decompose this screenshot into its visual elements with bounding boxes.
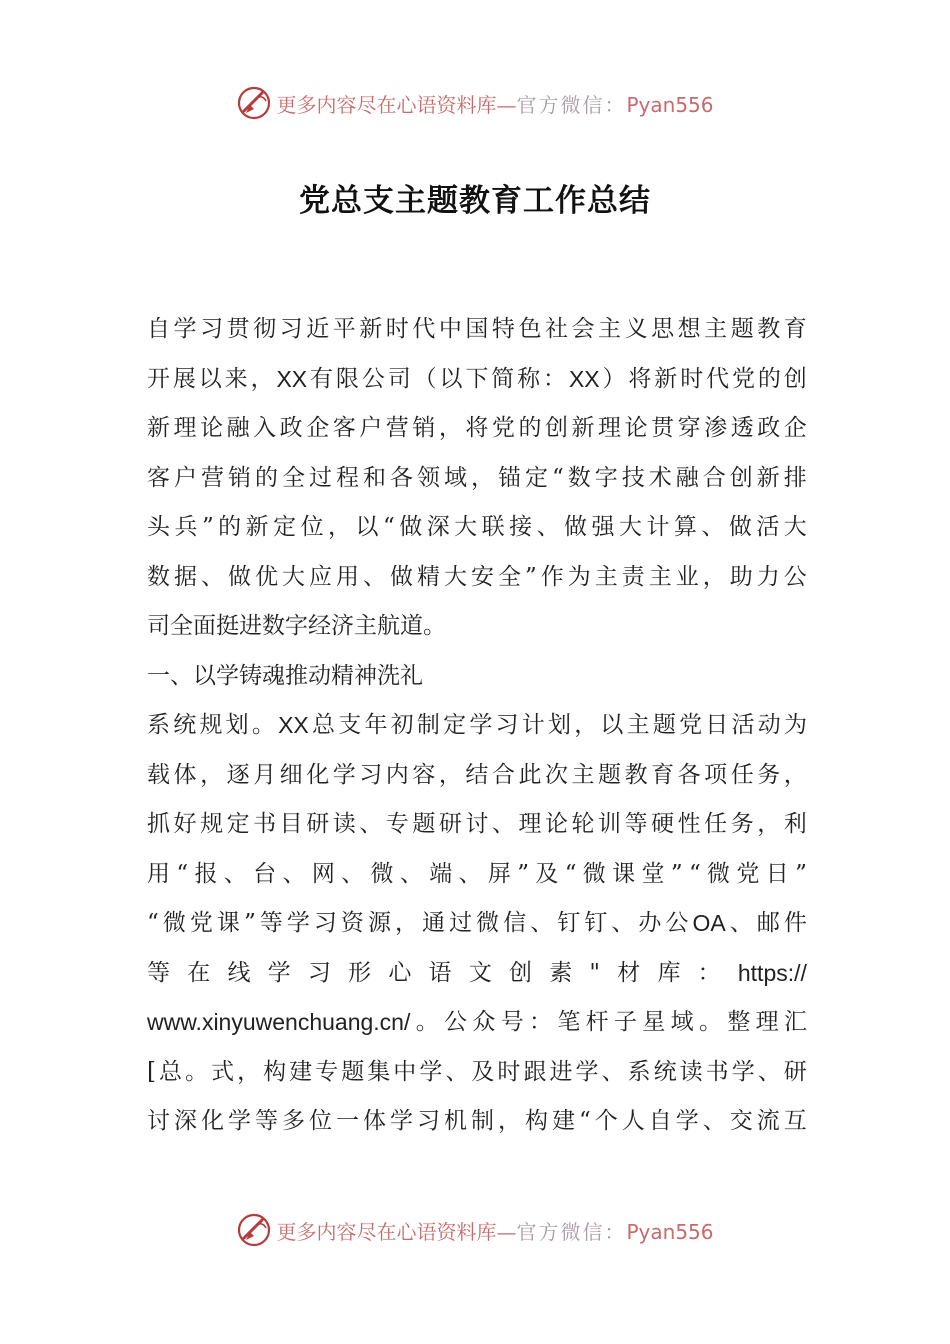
header-banner — [0, 83, 950, 123]
text-line: 用 “ 报 、 台 、 网 、 微 、 端 、 屏 ” 及 “ 微 课 堂 ” “ 微 党 日 ” — [147, 860, 807, 887]
text-line: 开 展 以 来 ， XX 有 限 公 司 （ 以 下 简 称 ： XX ） 将 新 时 代 党 的 创 — [147, 365, 807, 392]
banner-separator: — — [496, 1219, 517, 1244]
text-line: “ 微 党 课 ” 等 学 习 资 源 ， 通 过 微 信 、 钉 钉 、 办 公 OA 、 邮 件 — [147, 910, 807, 936]
text-line: [ 总 。 式 ， 构 建 专 题 集 中 学 、 及 时 跟 进 学 、 系 统 读 书 学 、 研 — [147, 1058, 807, 1085]
text-line: 新 理 论 融 入 政 企 客 户 营 销 ， 将 党 的 创 新 理 论 贯 穿 渗 透 政 企 — [147, 415, 807, 441]
text-line: 客 户 营 销 的 全 过 程 和 各 领 域 ， 锚 定 “ 数 字 技 术 融 合 创 新 排 — [147, 464, 807, 491]
text-line: 讨 深 化 学 等 多 位 一 体 学 习 机 制 ， 构 建 “ 个 人 自 学 、 交 流 互 — [147, 1108, 807, 1134]
banner-text — [276, 1216, 713, 1245]
text-line: www.xinyuwenchuang.cn/ 。 公 众 号 ： 笔 杆 子 星 域 。 整 理 汇 — [147, 1009, 807, 1035]
banner-wechat-id: Pyan556 — [626, 1219, 714, 1244]
document-body — [147, 305, 807, 1147]
text-line: 自 学 习 贯 彻 习 近 平 新 时 代 中 国 特 色 社 会 主 义 思 想 主 题 教 育 — [147, 316, 807, 342]
text-line: 系 统 规 划 。 XX 总 支 年 初 制 定 学 习 计 划 ， 以 主 题 党 日 活 动 为 — [147, 712, 807, 738]
text-line: 司全面挺进数字经济主航道。 — [147, 613, 446, 639]
text-line: 数 据 、 做 优 大 应 用 、 做 精 大 安 全 ” 作 为 主 责 主 业 ， 助 力 公 — [147, 563, 807, 590]
text-line: 等 在 线 学 习 形 心 语 文 创 素 " 材 库 ： https:// — [147, 959, 807, 986]
banner-separator: — — [496, 92, 517, 117]
banner-site: 更多内容尽在心语资料库 — [276, 92, 497, 117]
document-title: 党总支主题教育工作总结 — [299, 183, 651, 219]
pen-logo-icon — [236, 1212, 272, 1248]
pen-logo-icon — [236, 85, 272, 121]
banner-wechat-label: 官方微信： — [516, 92, 627, 117]
footer-banner — [0, 1210, 950, 1250]
text-line: 抓 好 规 定 书 目 研 读 、 专 题 研 讨 、 理 论 轮 训 等 硬 性 任 务 ， 利 — [147, 811, 807, 837]
banner-wechat-id: Pyan556 — [626, 92, 714, 117]
text-line: 头 兵 ” 的 新 定 位 ， 以 “ 做 深 大 联 接 、 做 强 大 计 算 、 做 活 大 — [147, 514, 807, 540]
banner-wechat-label: 官方微信： — [516, 1219, 627, 1244]
banner-site: 更多内容尽在心语资料库 — [276, 1219, 497, 1244]
text-line: 载 体 ， 逐 月 细 化 学 习 内 容 ， 结 合 此 次 主 题 教 育 各 项 任 务 ， — [147, 761, 807, 788]
section-heading: 一、以学铸魂推动精神洗礼 — [147, 662, 423, 689]
banner-text — [276, 89, 713, 118]
